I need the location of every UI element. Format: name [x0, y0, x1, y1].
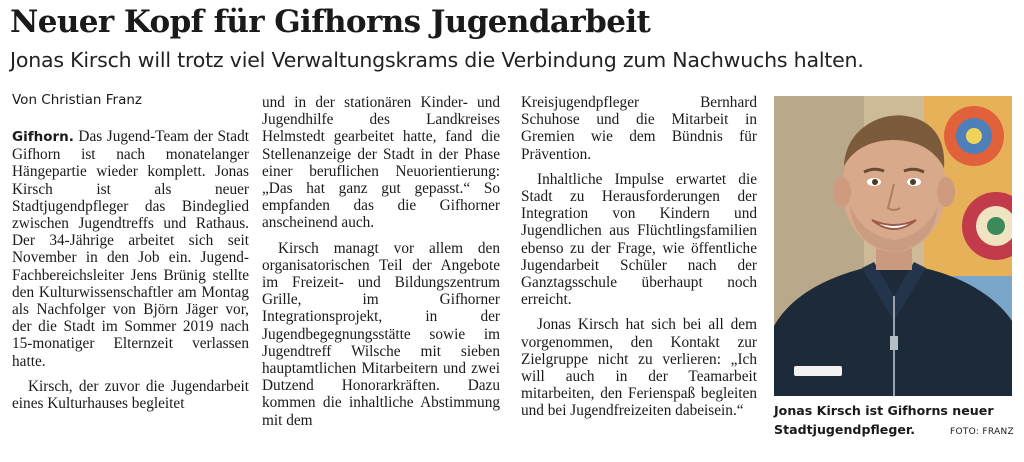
dateline: Gifhorn. — [12, 129, 74, 145]
article-paragraph: Kreisjugendpfleger Bernhard Schuhose und die Mitarbeit in Gremien wie dem Bündnis für Prävention. — [521, 94, 757, 163]
portrait-illustration — [774, 96, 1012, 396]
caption-line: Jonas Kirsch ist Gifhorns neuer — [774, 403, 994, 418]
photo-caption — [774, 401, 1014, 442]
caption-line: Stadtjugendpfleger. — [774, 422, 916, 437]
article-paragraph — [12, 128, 249, 370]
article-subheadline: Jonas Kirsch will trotz viel Verwaltungskrams die Verbindung zum Nachwuchs halten. — [10, 48, 864, 72]
article-paragraph: Jonas Kirsch hat sich bei all dem vorgenommen, den Kontakt zur Zielgruppe nicht zu verlieren: „Ich will auch in der Teamarbeit mitarbeiten, den Ferienspaß begleiten und bei Jugendfreizeiten dabeisein.“ — [521, 316, 757, 420]
article-paragraph: und in der stationären Kinder- und Jugendhilfe des Landkreises Helmstedt gearbeitet hatte, fand die Stellenanzeige der Stadt in der Phase einer beruflichen Neuorientierung: „Das hat ganz gut gepasst.“ So empfanden das die Gifhorner anscheinend auch. — [262, 94, 500, 232]
article-paragraph: Inhaltliche Impulse erwartet die Stadt zu Herausforderungen der Integration von Kindern und Jugendlichen aus Flüchtlingsfamilien ebenso zu der Frage, wie öffentliche Jugendarbeit Schüler nach der Ganztagsschule überhaupt noch erreicht. — [521, 170, 757, 309]
article-paragraph: Kirsch managt vor allem den organisatorischen Teil der Angebote im Freizeit- und Bildungszentrum Grille, im Gifhorner Integrationsprojekt, in der Jugendbegegnungsstätte sowie im Jugendtreff Wilsche mit sieben hauptamtlichen Mitarbeitern und zwei Dutzend Honorarkräften. Dazu kommen die inhaltliche Abstimmung mit dem — [262, 239, 500, 429]
article-column-1 — [12, 128, 249, 412]
paragraph-text: Das Jugend-Team der Stadt Gifhorn ist nach monatelanger Hängepartie wieder komplett. Jonas Kirsch ist als neuer Stadtjugendpfleger das Bindeglied zwischen Jugendtreffs und Rathaus. Der 34-Jährige arbeitet sich seit November in den Job ein. Jugend-Fachbereichsleiter Jens Brünig stellte den Kulturwissenschaftler am Montag als Nachfolger von Björn Jäger vor, der die Stadt im Sommer 2019 nach 15-monatiger Elternzeit verlassen hatte. — [12, 128, 249, 370]
portrait-photo — [774, 96, 1012, 396]
caption-row — [774, 420, 1014, 442]
article-column-3 — [521, 94, 757, 420]
article-column-2 — [262, 94, 500, 429]
article-byline: Von Christian Franz — [12, 92, 143, 108]
article-paragraph: Kirsch, der zuvor die Jugendarbeit eines Kulturhauses begleitet — [12, 377, 249, 413]
article-headline: Neuer Kopf für Gifhorns Jugendarbeit — [10, 4, 651, 40]
photo-credit: FOTO: FRANZ — [950, 427, 1014, 437]
